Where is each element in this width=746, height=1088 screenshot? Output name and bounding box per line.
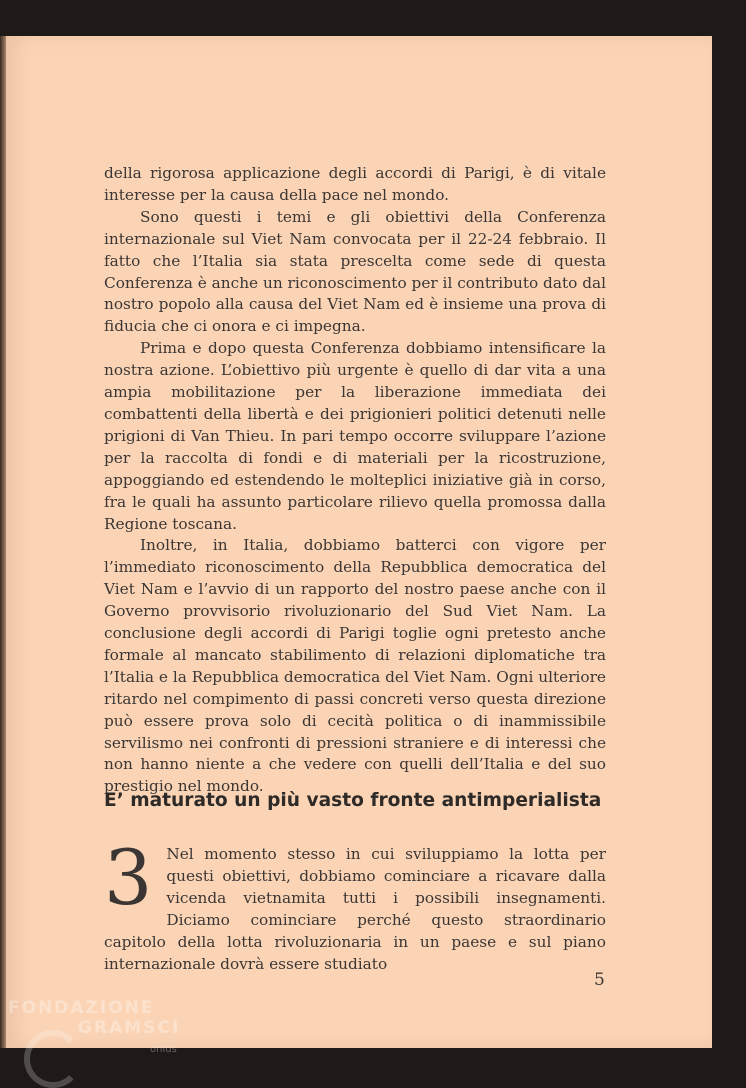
section-3-paragraph: Nel momento stesso in cui sviluppiamo la lotta per questi obiettivi, dobbiamo cominciare a ricavare dalla vicenda vietnamita tutti i possibili insegnamenti. Diciamo cominciare perché questo straordinario capitolo della lotta rivoluzionaria in un paese e sul piano internazionale dovrà essere studiato (104, 845, 606, 973)
page-number: 5 (594, 970, 605, 990)
paragraph-1: della rigorosa applicazione degli accordi di Parigi, è di vitale interesse per la causa della pace nel mondo. (104, 164, 606, 204)
watermark-line1: FONDAZIONE (8, 998, 155, 1018)
section-number-dropcap: 3 (104, 833, 153, 922)
watermark-line2: GRAMSCI (78, 1018, 181, 1038)
watermark-sub: onlus (150, 1044, 177, 1055)
paragraph-4: Inoltre, in Italia, dobbiamo batterci con vigore per l’immediato riconoscimento della Repubblica democratica del Viet Nam e l’avvio di un rapporto del nostro paese anche con il Governo provvisorio rivoluzionario del Sud Viet Nam. La conclusione degli accordi di Parigi toglie ogni pretesto anche formale al mancato stabilimento di relazioni diplomatiche tra l’Italia e la Repubblica democratica del Viet Nam. Ogni ulteriore ritardo nel compimento di passi concreti verso questa direzione può essere prova solo di cecità politica o di inammissibile servilismo nei confronti di pressioni straniere e di interessi che non hanno niente a che vedere con quelli dell’Italia e del suo prestigio nel mondo. (104, 536, 606, 796)
section-3-text (104, 833, 606, 975)
paragraph-3: Prima e dopo questa Conferenza dobbiamo intensificare la nostra azione. L’obiettivo più urgente è quello di dar vita a una ampia mobilitazione per la liberazione immediata dei combattenti della libertà e dei prigionieri politici detenuti nelle prigioni di Van Thieu. In pari tempo occorre sviluppare l’azione per la raccolta di fondi e di materiali per la ricostruzione, appoggiando ed estendendo le molteplici iniziative già in corso, fra le quali ha assunto particolare rilievo quella promossa dalla Regione toscana. (104, 339, 606, 533)
paragraph-2: Sono questi i temi e gli obiettivi della Conferenza internazionale sul Viet Nam convocata per il 22-24 febbraio. Il fatto che l’Italia sia stata prescelta come sede di questa Conferenza è anche un riconoscimento per il contributo dato dal nostro popolo alla causa del Viet Nam ed è insieme una prova di fiducia che ci onora e ci impegna. (104, 207, 606, 336)
watermark (8, 998, 180, 1060)
section-heading: E’ maturato un più vasto fronte antimperialista (104, 790, 602, 811)
body-text (104, 163, 606, 798)
